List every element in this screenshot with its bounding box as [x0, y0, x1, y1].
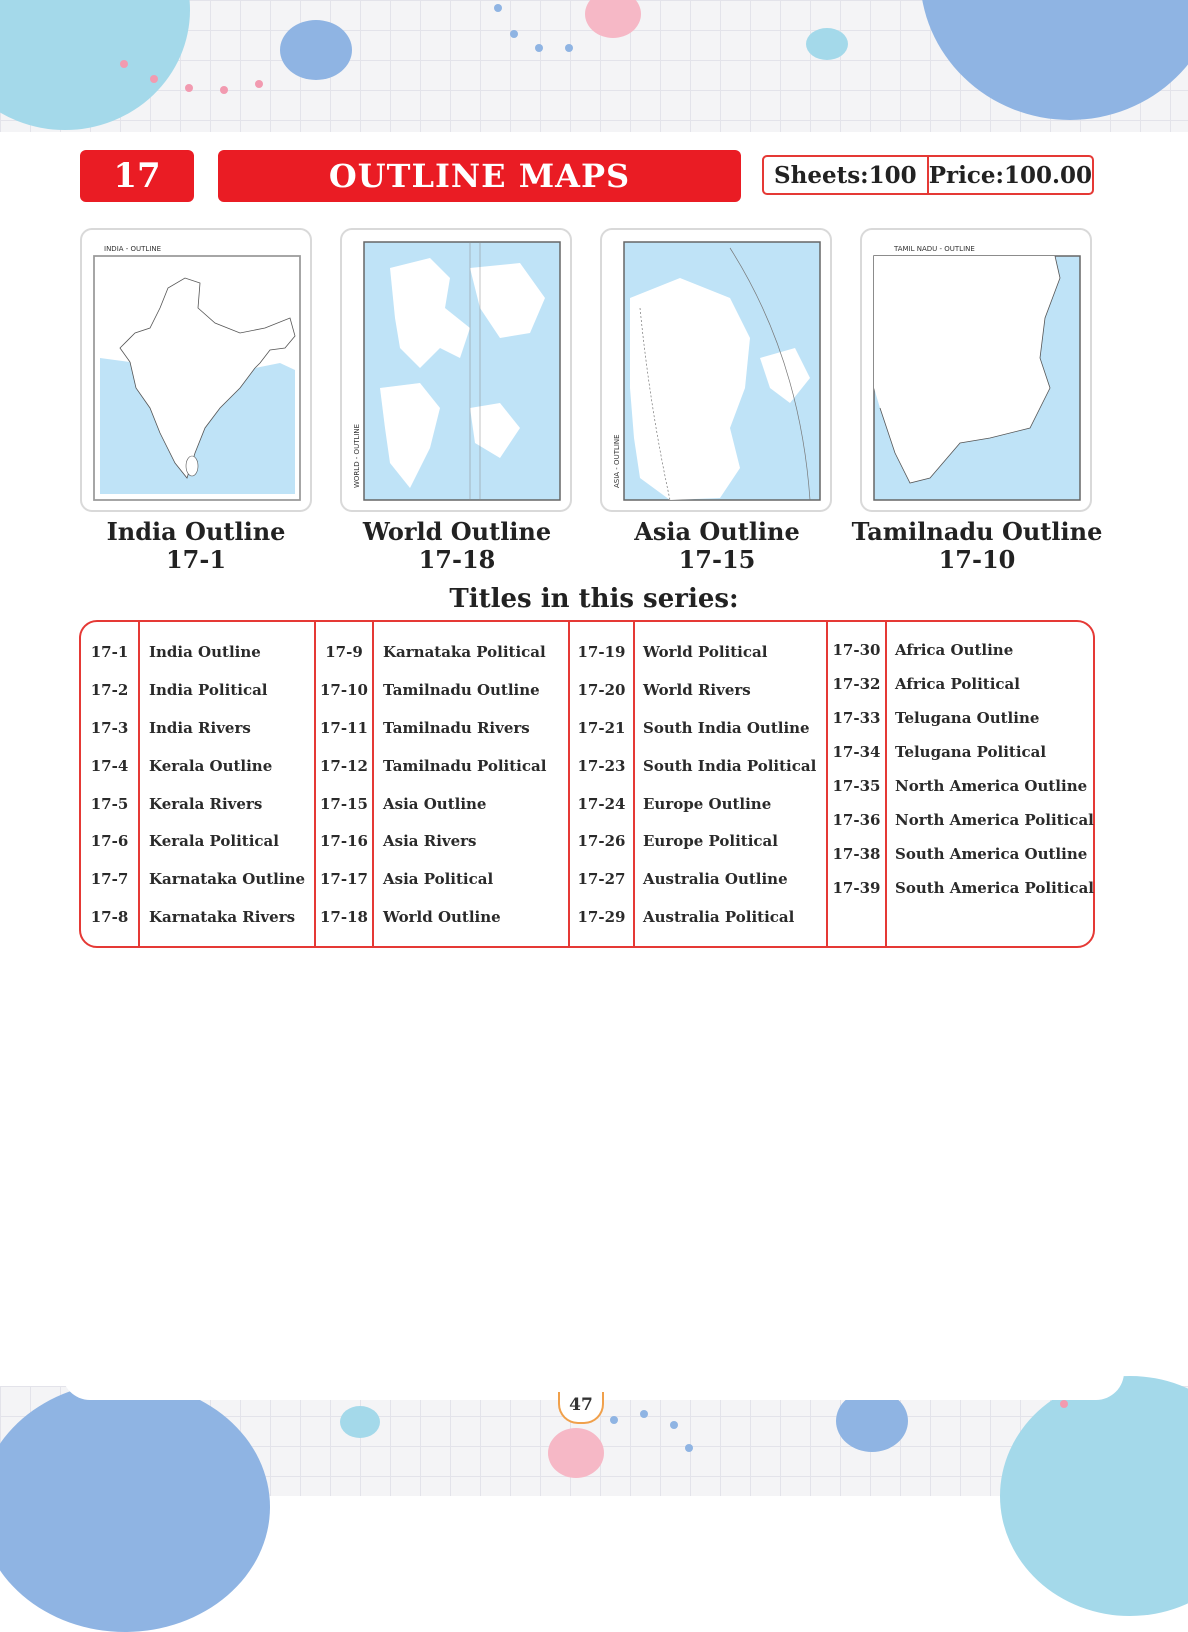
product-code: 17-10 [938, 545, 1016, 574]
series-code: 17-3 [90, 719, 129, 737]
series-title-item: India Political [149, 681, 268, 699]
series-code: 17-33 [832, 709, 881, 727]
series-code: 17-27 [577, 870, 626, 888]
series-title-item: South America Outline [895, 845, 1088, 863]
tamilnadu-outline-map-thumbnail [870, 238, 1082, 502]
product-card-tamilnadu[interactable] [860, 228, 1092, 512]
series-code: 17-19 [577, 643, 626, 661]
series-title-item: Karnataka Political [383, 643, 546, 661]
series-title-item: North America Political [895, 811, 1094, 829]
series-code: 17-16 [320, 832, 368, 850]
page-bottom-edge [62, 1300, 1124, 1400]
page-number: 47 [558, 1392, 604, 1424]
series-code: 17-8 [90, 908, 129, 926]
deco-dot [120, 60, 128, 68]
india-map-label: INDIA - OUTLINE [104, 245, 162, 253]
column-divider [633, 622, 635, 946]
series-code: 17-24 [577, 795, 626, 813]
series-title-item: Tamilnadu Outline [383, 681, 540, 699]
series-code: 17-6 [90, 832, 129, 850]
series-code: 17-2 [90, 681, 129, 699]
column-divider [568, 622, 570, 946]
deco-dot [150, 75, 158, 83]
column-divider [885, 622, 887, 946]
deco-dot [685, 1444, 693, 1452]
caption-india [66, 518, 326, 574]
deco-dot [565, 44, 573, 52]
product-code: 17-15 [678, 545, 756, 574]
series-title-item: South India Political [643, 757, 817, 775]
series-code: 17-10 [320, 681, 368, 699]
series-code: 17-1 [90, 643, 129, 661]
series-title-item: Asia Rivers [383, 832, 477, 850]
series-title-item: Telugana Political [895, 743, 1047, 761]
series-code: 17-9 [325, 643, 363, 661]
sheets-price-box [762, 155, 1094, 195]
bottom-left-blue-blob [0, 1382, 270, 1632]
series-code: 17-4 [90, 757, 129, 775]
series-code: 17-7 [90, 870, 129, 888]
series-title-item: Africa Outline [895, 641, 1014, 659]
product-card-india[interactable] [80, 228, 312, 512]
series-code: 17-32 [832, 675, 881, 693]
series-title-item: Karnataka Outline [149, 870, 306, 888]
series-title-item: Tamilnadu Political [383, 757, 547, 775]
column-divider [372, 622, 374, 946]
series-code: 17-36 [832, 811, 881, 829]
product-name: Asia Outline [634, 517, 800, 546]
asia-outline-map-thumbnail [610, 238, 822, 502]
series-title-item: South America Political [895, 879, 1094, 897]
series-title-item: Asia Political [383, 870, 494, 888]
product-code: 17-18 [418, 545, 496, 574]
series-code: 17-21 [577, 719, 626, 737]
series-code: 17-26 [577, 832, 626, 850]
series-title-item: Karnataka Rivers [149, 908, 296, 926]
product-code: 17-1 [165, 545, 227, 574]
column-divider [314, 622, 316, 946]
deco-dot [670, 1421, 678, 1429]
deco-dot [1060, 1400, 1068, 1408]
column-divider [138, 622, 140, 946]
caption-asia [587, 518, 847, 574]
top-blue-blob [280, 20, 352, 80]
series-title-item: Africa Political [895, 675, 1020, 693]
product-name: World Outline [362, 517, 552, 546]
deco-dot [610, 1416, 618, 1424]
tamilnadu-map-label: TAMIL NADU - OUTLINE [894, 245, 975, 253]
world-map-label: WORLD - OUTLINE [353, 423, 361, 488]
series-title-item: Kerala Political [149, 832, 279, 850]
product-card-world[interactable] [340, 228, 572, 512]
deco-dot [220, 86, 228, 94]
series-title-item: World Political [643, 643, 768, 661]
product-card-asia[interactable] [600, 228, 832, 512]
series-title-item: Telugana Outline [895, 709, 1040, 727]
series-code: 17-29 [577, 908, 626, 926]
series-code: 17-5 [90, 795, 129, 813]
price-value: Price:100.00 [928, 161, 1092, 189]
bottom-small-cyan-blob [340, 1406, 380, 1438]
deco-dot [185, 84, 193, 92]
series-code: 17-23 [577, 757, 626, 775]
series-heading: Titles in this series: [449, 584, 739, 614]
deco-dot [640, 1410, 648, 1418]
series-title-item: Australia Political [643, 908, 795, 926]
series-code: 17-35 [832, 777, 881, 795]
series-code: 17-20 [577, 681, 626, 699]
series-title-item: North America Outline [895, 777, 1088, 795]
series-title-item: Europe Political [643, 832, 778, 850]
caption-world [327, 518, 587, 574]
series-title-item: South India Outline [643, 719, 810, 737]
deco-dot [494, 4, 502, 12]
section-number-badge: 17 [80, 150, 194, 202]
series-code: 17-18 [320, 908, 368, 926]
bottom-pink-blob [548, 1428, 604, 1478]
series-title-item: Tamilnadu Rivers [383, 719, 530, 737]
deco-dot [510, 30, 518, 38]
series-code: 17-15 [320, 795, 368, 813]
world-outline-map-thumbnail [350, 238, 562, 502]
series-title-item: Australia Outline [643, 870, 788, 888]
india-outline-map-thumbnail [90, 238, 302, 502]
series-code: 17-11 [320, 719, 368, 737]
product-name: Tamilnadu Outline [851, 517, 1103, 546]
top-small-cyan-blob [806, 28, 848, 60]
series-code: 17-34 [832, 743, 881, 761]
series-title-item: World Rivers [643, 681, 751, 699]
series-code: 17-12 [320, 757, 368, 775]
product-name: India Outline [106, 517, 286, 546]
deco-dot [535, 44, 543, 52]
series-title-item: Kerala Outline [149, 757, 273, 775]
section-title-banner: OUTLINE MAPS [218, 150, 741, 202]
series-code: 17-30 [832, 641, 881, 659]
series-code: 17-39 [832, 879, 881, 897]
sheets-count: Sheets:100 [764, 157, 929, 193]
series-title-item: Asia Outline [383, 795, 487, 813]
series-title-item: Kerala Rivers [149, 795, 263, 813]
deco-dot [255, 80, 263, 88]
series-title-item: India Outline [149, 643, 261, 661]
series-code: 17-38 [832, 845, 881, 863]
series-table [79, 620, 1095, 948]
series-title-item: World Outline [383, 908, 501, 926]
series-title-item: Europe Outline [643, 795, 772, 813]
series-code: 17-17 [320, 870, 368, 888]
caption-tamilnadu [847, 518, 1107, 574]
series-title-item: India Rivers [149, 719, 251, 737]
asia-map-label: ASIA - OUTLINE [613, 434, 621, 488]
top-decoration [0, 0, 1188, 150]
